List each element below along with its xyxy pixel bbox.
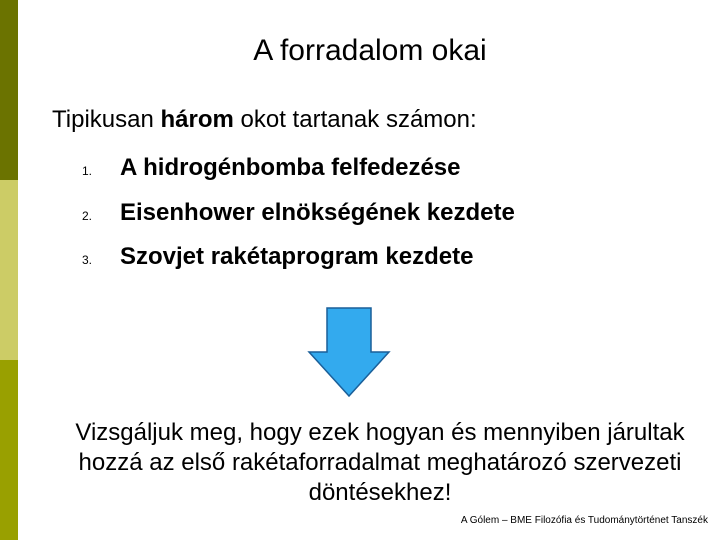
list-item-text: Szovjet rakétaprogram kezdete	[120, 243, 474, 270]
sidebar-stripe	[0, 0, 18, 540]
down-arrow-icon	[307, 306, 391, 398]
sidebar-segment-bottom	[0, 360, 18, 540]
intro-bold: három	[160, 106, 234, 133]
conclusion-line: hozzá az első rakétaforradalmat meghatározó szervezeti	[78, 449, 682, 476]
list-item-text: Eisenhower elnökségének kezdete	[120, 199, 515, 226]
list-item-text: A hidrogénbomba felfedezése	[120, 154, 461, 181]
intro-text	[52, 106, 477, 134]
footer-credit: A Gólem – BME Filozófia és Tudománytörténet Tanszék	[460, 515, 708, 526]
slide-title: A forradalom okai	[253, 34, 487, 67]
list-item-number: 1.	[82, 164, 93, 178]
list-item-number: 3.	[82, 253, 93, 267]
conclusion-line: Vizsgáljuk meg, hogy ezek hogyan és mennyiben járultak	[75, 419, 685, 446]
intro-after: okot tartanak számon:	[233, 106, 477, 133]
conclusion-text	[50, 418, 710, 508]
conclusion-line: döntésekhez!	[308, 479, 452, 506]
sidebar-segment-top	[0, 0, 18, 180]
intro-before: Tipikusan	[52, 106, 161, 133]
sidebar-segment-middle	[0, 180, 18, 360]
list-item-number: 2.	[82, 209, 93, 223]
